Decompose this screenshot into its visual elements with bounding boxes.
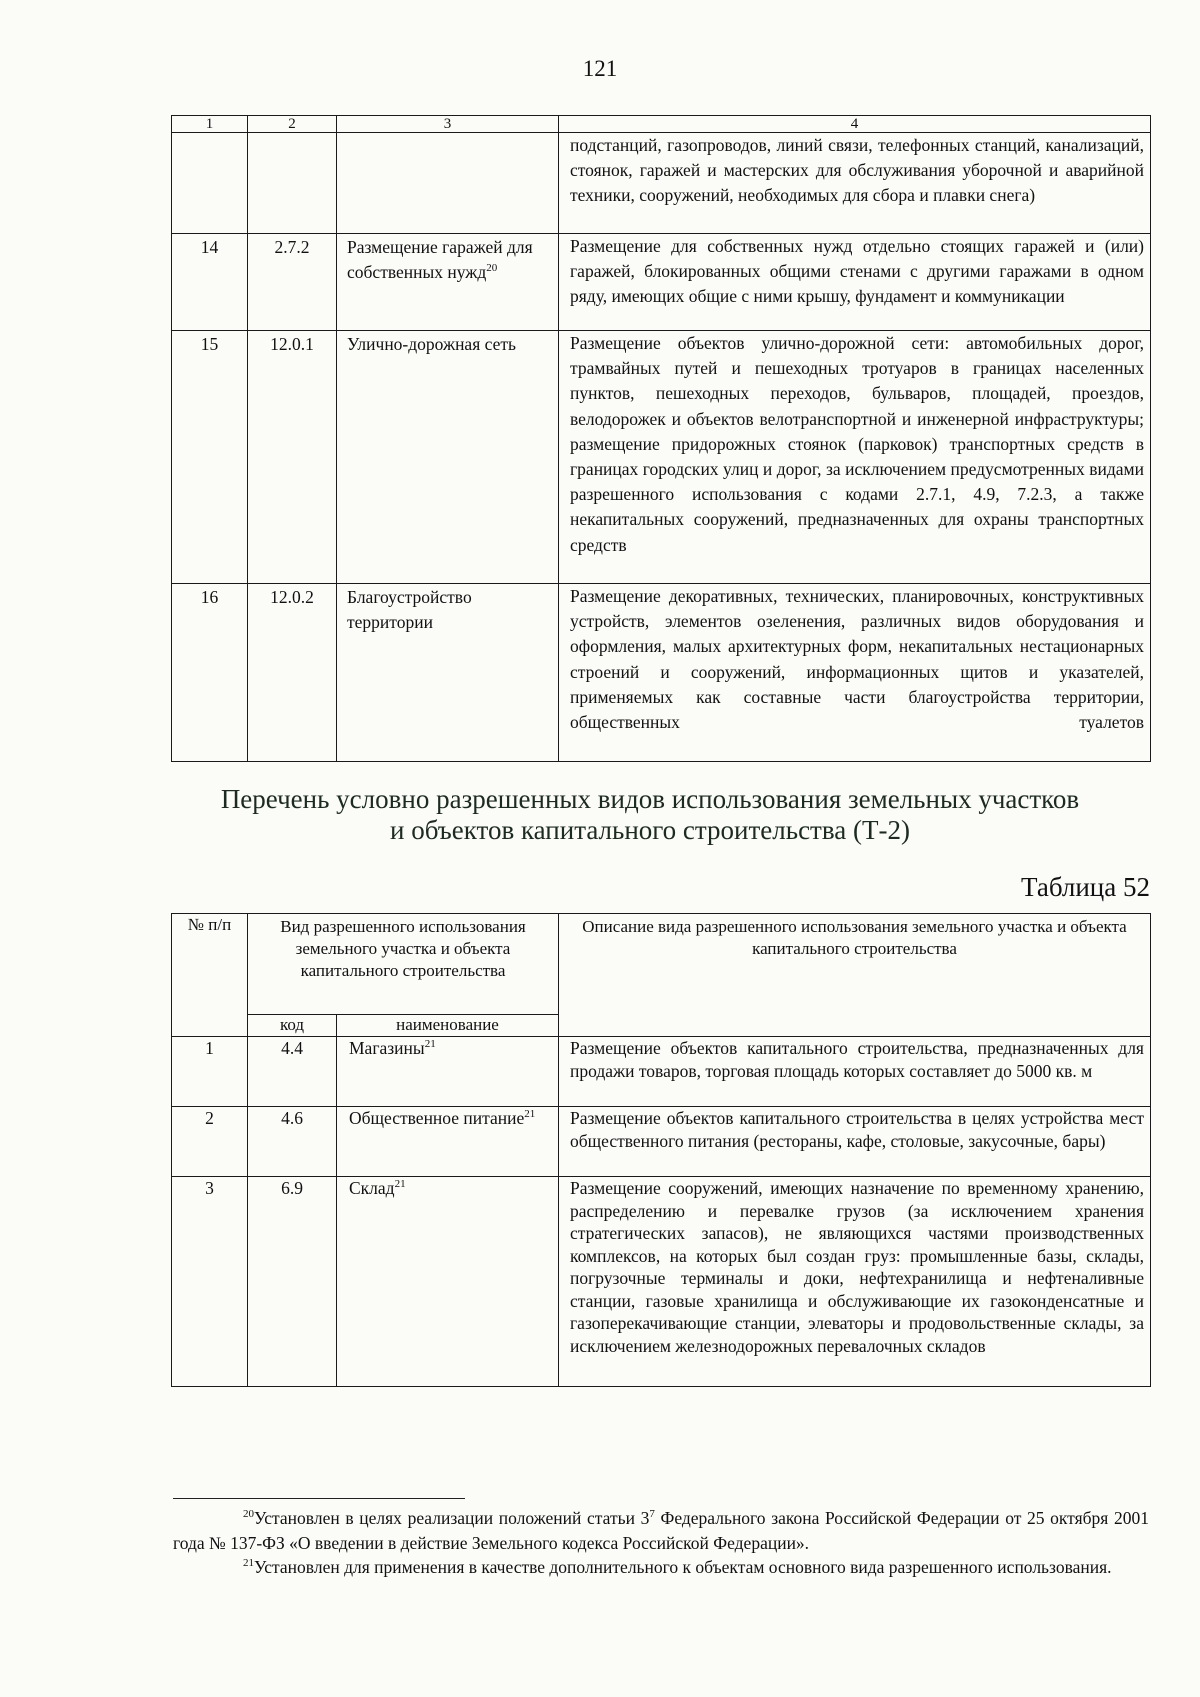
table-column-numbers <box>172 116 1151 133</box>
row-name: Магазины <box>349 1038 425 1058</box>
header-number: № п/п <box>172 914 248 1037</box>
row-code: 4.4 <box>248 1037 337 1107</box>
row-name: Размещение гаражей для собственных нужд <box>347 237 533 283</box>
table-row <box>172 1107 1151 1177</box>
header-land-use-kind: Вид разрешенного использования земельного участка и объекта капитального строительства <box>248 914 559 1015</box>
table-row <box>172 234 1151 331</box>
row-description: Размещение сооружений, имеющих назначение по временному хранению, распределению и перевалке грузов (за исключением хранения стратегических запасов), не являющихся частями производственных комплексов, на которых был создан груз: промышленные базы, склады, погрузочные терминалы и доки, нефтехранилища и нефтеналивные станции, газовые хранилища и обслуживающие их газоконденсатные и газоперекачивающие станции, элеваторы и продовольственные склады, за исключением железнодорожных перевалочных складов <box>570 1178 1144 1356</box>
column-number: 4 <box>559 116 1151 133</box>
row-description: Размещение декоративных, технических, планировочных, конструктивных устройств, элементов озеленения, различных видов оборудования и оформления, малых архитектурных форм, некапитальных нестационарных строений и сооружений, информационных щитов и указателей, применяемых как составные части благоустройства территории, общественных туалетов <box>570 586 1144 733</box>
row-code: 12.0.1 <box>248 331 337 584</box>
page-number: 121 <box>582 56 618 81</box>
header-code: код <box>248 1015 337 1037</box>
footnotes <box>173 1506 1149 1580</box>
row-number: 14 <box>172 234 248 331</box>
row-number: 1 <box>172 1037 248 1107</box>
row-code: 6.9 <box>248 1177 337 1387</box>
row-number: 3 <box>172 1177 248 1387</box>
row-description: Размещение объектов улично-дорожной сети: автомобильных дорог, трамвайных путей и пешеходных тротуаров в границах населенных пунктов, пешеходных переходов, бульваров, площадей, проездов, велодорожек и объектов велотранспортной и инженерной инфраструктуры; <box>570 333 1144 429</box>
footnote-reference: 21 <box>394 1178 406 1190</box>
column-number: 2 <box>248 116 337 133</box>
row-code: 2.7.2 <box>248 234 337 331</box>
row-code: 12.0.2 <box>248 584 337 762</box>
row-description-extra: размещение придорожных стоянок (парковок) транспортных средств в границах городских улиц и дорог, за исключением предусмотренных видами разрешенного использования с кодами 2.7.1, 4.9, 7.2.3, а также некапитальных сооружений, предназначенных для охраны транспортных средств <box>570 433 1144 555</box>
row-number: 15 <box>172 331 248 584</box>
column-number: 3 <box>337 116 559 133</box>
row-description: Размещение объектов капитального строительства в целях устройства мест общественного питания (рестораны, кафе, столовые, закусочные, бары) <box>570 1108 1144 1151</box>
column-number: 1 <box>172 116 248 133</box>
row-name: Склад <box>349 1178 395 1198</box>
table-caption: Таблица 52 <box>1021 872 1150 902</box>
row-name: Благоустройство территории <box>347 587 472 633</box>
table-row <box>172 1177 1151 1387</box>
footnote-separator <box>173 1498 465 1499</box>
conditional-land-use-table <box>171 913 1151 1387</box>
footnote-20: $^{20}$Установлен в целях реализации положений статьи $3^7$ Федерального закона Российской Федерации от 25 октября 2001 года № 137-ФЗ «О введении в действие Земельного кодекса Российской Федерации». <box>173 1508 1149 1553</box>
table-row <box>172 331 1151 584</box>
row-number: 16 <box>172 584 248 762</box>
table-row <box>172 584 1151 762</box>
land-use-table-continued <box>171 115 1151 762</box>
footnote-reference: 21 <box>524 1108 536 1120</box>
row-number: 2 <box>172 1107 248 1177</box>
table-row <box>172 133 1151 234</box>
row-description: Размещение для собственных нужд отдельно стоящих гаражей и (или) гаражей, блокированных общими стенами с другими гаражами в одном ряду, имеющих общие с ними крышу, фундамент и коммуникации <box>570 236 1144 307</box>
header-description: Описание вида разрешенного использования земельного участка и объекта капитального строительства <box>559 914 1151 1037</box>
table-row <box>172 1037 1151 1107</box>
row-description-continuation: подстанций, газопроводов, линий связи, телефонных станций, канализаций, стоянок, гаражей и мастерских для обслуживания уборочной и аварийной техники, сооружений, необходимых для сбора и плавки снега) <box>570 135 1144 206</box>
footnote-reference: 20 <box>486 262 498 275</box>
row-description: Размещение объектов капитального строительства, предназначенных для продажи товаров, торговая площадь которых составляет до 5000 кв. м <box>570 1038 1144 1081</box>
row-name: Улично-дорожная сеть <box>347 334 517 354</box>
header-name: наименование <box>337 1015 559 1037</box>
row-name: Общественное питание <box>349 1108 525 1128</box>
footnote-21: $^{21}$Установлен для применения в качестве дополнительного к объектам основного вида разрешенного использования. <box>243 1557 1112 1577</box>
row-code: 4.6 <box>248 1107 337 1177</box>
footnote-reference: 21 <box>424 1038 436 1050</box>
section-heading: Перечень условно разрешенных видов использования земельных участков и объектов капитального строительства (Т-2) <box>220 784 1080 845</box>
